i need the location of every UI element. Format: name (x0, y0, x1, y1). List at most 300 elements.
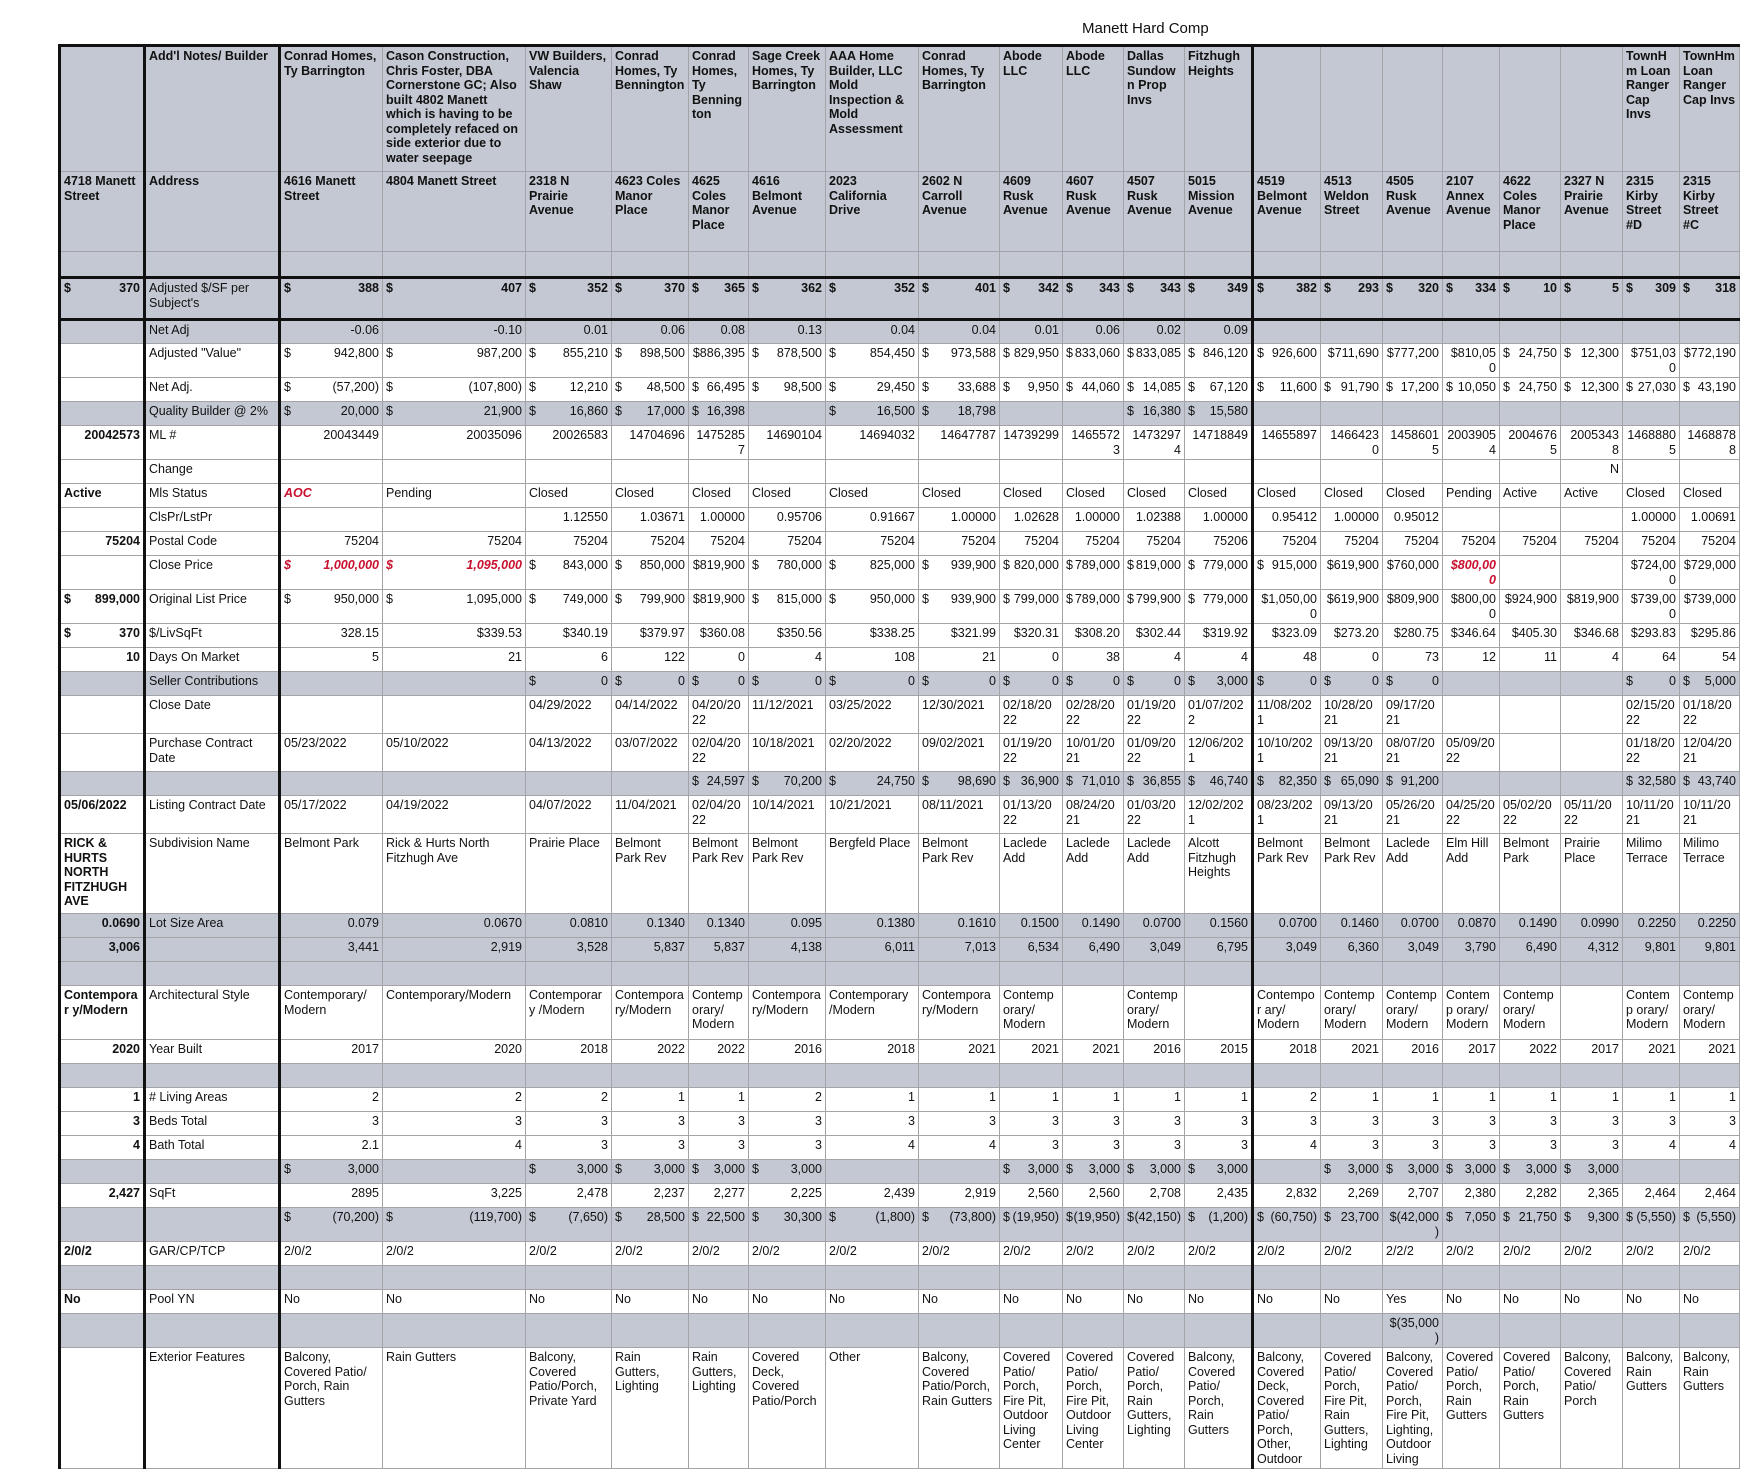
comp-cell[interactable] (526, 252, 612, 278)
comp-cell[interactable]: 3 (612, 1112, 689, 1136)
comp-cell[interactable]: 0.95412 (1253, 508, 1321, 532)
comp-cell[interactable]: 0.1380 (826, 914, 919, 938)
comp-cell[interactable]: 4 (749, 648, 826, 672)
row-label[interactable]: Purchase Contract Date (145, 734, 280, 772)
comp-cell[interactable]: 09/13/20 21 (1321, 734, 1383, 772)
comp-cell[interactable]: 1.02388 (1124, 508, 1185, 532)
subject-cell[interactable]: Active (60, 484, 145, 508)
comp-cell[interactable]: 4625 Coles Manor Place (689, 172, 749, 252)
comp-cell[interactable]: 1 (1124, 1088, 1185, 1112)
comp-cell[interactable] (1185, 556, 1253, 590)
comp-cell[interactable] (749, 1160, 826, 1184)
comp-cell[interactable] (749, 962, 826, 986)
comp-cell[interactable] (612, 962, 689, 986)
comp-cell[interactable] (1623, 460, 1680, 484)
comp-cell[interactable]: 2017 (1443, 1040, 1500, 1064)
comp-cell[interactable]: TownHm Loan Ranger Cap Invs (1623, 46, 1680, 172)
comp-cell[interactable] (280, 460, 383, 484)
comp-cell[interactable] (280, 696, 383, 734)
comp-cell[interactable]: $819,900 (689, 590, 749, 624)
comp-cell[interactable] (1561, 320, 1623, 344)
comp-cell[interactable]: Belmont Park Rev (612, 834, 689, 914)
comp-cell[interactable] (1443, 320, 1500, 344)
row-label[interactable] (145, 962, 280, 986)
comp-cell[interactable] (749, 460, 826, 484)
comp-cell[interactable] (1253, 46, 1321, 172)
comp-cell[interactable]: 05/26/20 21 (1383, 796, 1443, 834)
comp-cell[interactable] (612, 402, 689, 426)
comp-cell[interactable]: 6 (526, 648, 612, 672)
comp-cell[interactable] (383, 1266, 526, 1290)
comp-cell[interactable]: 11 (1500, 648, 1561, 672)
comp-cell[interactable]: 2,380 (1443, 1184, 1500, 1208)
row-label[interactable]: Postal Code (145, 532, 280, 556)
subject-cell[interactable]: Contemporar y/Modern (60, 986, 145, 1040)
comp-cell[interactable] (1321, 1208, 1383, 1242)
comp-cell[interactable] (1443, 1064, 1500, 1088)
comp-cell[interactable] (1443, 696, 1500, 734)
comp-cell[interactable] (1185, 378, 1253, 402)
comp-cell[interactable] (1443, 378, 1500, 402)
comp-cell[interactable]: Contemporary /Modern (526, 986, 612, 1040)
comp-cell[interactable]: 2315 Kirby Street #D (1623, 172, 1680, 252)
comp-cell[interactable]: 21 (383, 648, 526, 672)
comp-cell[interactable]: Dallas Sundown Prop Invs (1124, 46, 1185, 172)
comp-cell[interactable]: 20039054 (1443, 426, 1500, 460)
comp-cell[interactable]: 02/20/2022 (826, 734, 919, 772)
comp-cell[interactable]: 14690104 (749, 426, 826, 460)
comp-cell[interactable]: 75204 (1680, 532, 1740, 556)
comp-cell[interactable]: No (689, 1290, 749, 1314)
comp-cell[interactable] (526, 962, 612, 986)
comp-cell[interactable]: Yes (1383, 1290, 1443, 1314)
comp-cell[interactable]: 4 (1680, 1136, 1740, 1160)
comp-cell[interactable] (1253, 320, 1321, 344)
comp-cell[interactable]: 1 (612, 1088, 689, 1112)
comp-cell[interactable] (689, 460, 749, 484)
comp-cell[interactable]: Covered Patio/ Porch, Fire Pit, Rain Gutters, Lighting (1321, 1348, 1383, 1469)
comp-cell[interactable] (383, 962, 526, 986)
comp-cell[interactable] (1185, 986, 1253, 1040)
comp-cell[interactable]: 3 (1443, 1112, 1500, 1136)
subject-cell[interactable] (60, 1064, 145, 1088)
comp-cell[interactable]: 75204 (1124, 532, 1185, 556)
comp-cell[interactable]: 75204 (1063, 532, 1124, 556)
comp-cell[interactable]: 4 (1185, 648, 1253, 672)
comp-cell[interactable]: 9,801 (1680, 938, 1740, 962)
comp-cell[interactable] (1063, 1266, 1124, 1290)
comp-cell[interactable]: Belmont Park Rev (1321, 834, 1383, 914)
comp-cell[interactable]: 75204 (1000, 532, 1063, 556)
comp-cell[interactable] (1680, 252, 1740, 278)
comp-cell[interactable]: 3 (1321, 1112, 1383, 1136)
comp-cell[interactable] (1500, 1064, 1561, 1088)
comp-cell[interactable] (1185, 1266, 1253, 1290)
comp-cell[interactable] (280, 590, 383, 624)
comp-cell[interactable] (1680, 672, 1740, 696)
comp-cell[interactable]: Closed (526, 484, 612, 508)
row-label[interactable]: Exterior Features (145, 1348, 280, 1469)
comp-cell[interactable]: 2/0/2 (1253, 1242, 1321, 1266)
subject-cell[interactable] (60, 320, 145, 344)
comp-cell[interactable]: 6,795 (1185, 938, 1253, 962)
comp-cell[interactable] (1680, 378, 1740, 402)
comp-cell[interactable]: Belmont Park (1500, 834, 1561, 914)
comp-cell[interactable] (1383, 252, 1443, 278)
row-label[interactable]: ML # (145, 426, 280, 460)
comp-cell[interactable] (1680, 1064, 1740, 1088)
comp-cell[interactable]: Laclede Add (1383, 834, 1443, 914)
comp-cell[interactable]: 4 (1561, 648, 1623, 672)
comp-cell[interactable] (1185, 1064, 1253, 1088)
comp-cell[interactable] (1124, 378, 1185, 402)
row-label[interactable]: Change (145, 460, 280, 484)
comp-cell[interactable]: Pending (383, 484, 526, 508)
comp-cell[interactable]: 1.00000 (1623, 508, 1680, 532)
row-label[interactable]: Net Adj (145, 320, 280, 344)
comp-cell[interactable]: 2020 (383, 1040, 526, 1064)
comp-cell[interactable] (280, 1064, 383, 1088)
comp-cell[interactable]: 48 (1253, 648, 1321, 672)
comp-cell[interactable] (1185, 962, 1253, 986)
comp-cell[interactable] (1124, 344, 1185, 378)
subject-cell[interactable]: 4718 Manett Street (60, 172, 145, 252)
comp-cell[interactable] (1000, 1064, 1063, 1088)
comp-cell[interactable]: 0.04 (919, 320, 1000, 344)
row-label[interactable]: Adjusted $/SF per Subject's (145, 278, 280, 320)
comp-cell[interactable]: 2021 (1000, 1040, 1063, 1064)
comp-cell[interactable] (1500, 278, 1561, 320)
comp-cell[interactable]: Closed (1000, 484, 1063, 508)
row-label[interactable]: Adjusted "Value" (145, 344, 280, 378)
row-label[interactable] (145, 1314, 280, 1348)
comp-cell[interactable] (383, 556, 526, 590)
comp-cell[interactable] (526, 590, 612, 624)
comp-cell[interactable]: 2/0/2 (383, 1242, 526, 1266)
comp-cell[interactable]: $1,050,000 (1253, 590, 1321, 624)
comp-cell[interactable]: Closed (612, 484, 689, 508)
comp-cell[interactable]: No (1443, 1290, 1500, 1314)
comp-cell[interactable] (749, 252, 826, 278)
comp-cell[interactable]: 0.95012 (1383, 508, 1443, 532)
comp-cell[interactable]: 1.00000 (1185, 508, 1253, 532)
comp-cell[interactable]: 2,269 (1321, 1184, 1383, 1208)
comp-cell[interactable]: Closed (1124, 484, 1185, 508)
comp-cell[interactable]: 0.04 (826, 320, 919, 344)
comp-cell[interactable]: 3 (826, 1112, 919, 1136)
comp-cell[interactable]: 0.1460 (1321, 914, 1383, 938)
comp-cell[interactable] (280, 556, 383, 590)
comp-cell[interactable]: 04/07/2022 (526, 796, 612, 834)
comp-cell[interactable]: Closed (1063, 484, 1124, 508)
comp-cell[interactable]: 3 (1561, 1136, 1623, 1160)
comp-cell[interactable]: 6,490 (1063, 938, 1124, 962)
comp-cell[interactable]: 05/09/20 22 (1443, 734, 1500, 772)
comp-cell[interactable]: 2021 (919, 1040, 1000, 1064)
comp-cell[interactable]: $350.56 (749, 624, 826, 648)
comp-cell[interactable]: 3 (1185, 1112, 1253, 1136)
row-label[interactable]: Days On Market (145, 648, 280, 672)
comp-cell[interactable] (1500, 1314, 1561, 1348)
comp-cell[interactable] (1443, 508, 1500, 532)
comp-cell[interactable]: 0.01 (1000, 320, 1063, 344)
comp-cell[interactable]: 14732974 (1124, 426, 1185, 460)
comp-cell[interactable]: Active (1561, 484, 1623, 508)
comp-cell[interactable]: 2018 (526, 1040, 612, 1064)
comp-cell[interactable]: 20026583 (526, 426, 612, 460)
comp-cell[interactable]: 0.1490 (1063, 914, 1124, 938)
comp-cell[interactable] (1063, 672, 1124, 696)
comp-cell[interactable]: 75204 (1321, 532, 1383, 556)
row-label[interactable]: Add'l Notes/ Builder (145, 46, 280, 172)
comp-cell[interactable] (919, 1064, 1000, 1088)
comp-cell[interactable]: 2/0/2 (1623, 1242, 1680, 1266)
comp-cell[interactable]: 328.15 (280, 624, 383, 648)
comp-cell[interactable] (1561, 962, 1623, 986)
comp-cell[interactable]: 14664230 (1321, 426, 1383, 460)
row-label[interactable]: Quality Builder @ 2% (145, 402, 280, 426)
comp-cell[interactable]: 2/0/2 (1443, 1242, 1500, 1266)
comp-cell[interactable]: 0.0990 (1561, 914, 1623, 938)
comp-cell[interactable]: 2,560 (1063, 1184, 1124, 1208)
comp-cell[interactable]: Belmont Park Rev (749, 834, 826, 914)
comp-cell[interactable]: Contemporary/ Modern (280, 986, 383, 1040)
comp-cell[interactable]: VW Builders, Valencia Shaw (526, 46, 612, 172)
comp-cell[interactable]: 0.0870 (1443, 914, 1500, 938)
comp-cell[interactable] (919, 962, 1000, 986)
comp-cell[interactable]: Belmont Park Rev (1253, 834, 1321, 914)
comp-cell[interactable] (1623, 1064, 1680, 1088)
comp-cell[interactable]: 2/0/2 (749, 1242, 826, 1266)
comp-cell[interactable]: 10/10/2021 (1253, 734, 1321, 772)
subject-cell[interactable] (60, 1314, 145, 1348)
comp-cell[interactable]: 08/23/2021 (1253, 796, 1321, 834)
comp-cell[interactable] (526, 772, 612, 796)
comp-cell[interactable]: 3 (1000, 1112, 1063, 1136)
comp-cell[interactable] (1561, 1266, 1623, 1290)
comp-cell[interactable]: 04/19/2022 (383, 796, 526, 834)
comp-cell[interactable] (689, 278, 749, 320)
comp-cell[interactable]: 0.06 (1063, 320, 1124, 344)
comp-cell[interactable] (1000, 378, 1063, 402)
row-label[interactable] (145, 772, 280, 796)
comp-cell[interactable]: 1 (826, 1088, 919, 1112)
comp-cell[interactable]: 01/13/20 22 (1000, 796, 1063, 834)
comp-cell[interactable] (1185, 278, 1253, 320)
comp-cell[interactable]: 3 (1063, 1136, 1124, 1160)
comp-cell[interactable] (749, 672, 826, 696)
comp-cell[interactable]: 2,237 (612, 1184, 689, 1208)
comp-cell[interactable]: 01/19/20 22 (1124, 696, 1185, 734)
subject-cell[interactable]: 10 (60, 648, 145, 672)
comp-cell[interactable]: 75206 (1185, 532, 1253, 556)
comp-cell[interactable]: Contempora ry/Modern (919, 986, 1000, 1040)
comp-cell[interactable]: 4507 Rusk Avenue (1124, 172, 1185, 252)
subject-cell[interactable]: 0.0690 (60, 914, 145, 938)
comp-cell[interactable]: 2021 (1063, 1040, 1124, 1064)
comp-cell[interactable] (1185, 252, 1253, 278)
comp-cell[interactable]: 2016 (1383, 1040, 1443, 1064)
comp-cell[interactable] (1253, 772, 1321, 796)
subject-cell[interactable] (60, 672, 145, 696)
comp-cell[interactable] (1443, 278, 1500, 320)
comp-cell[interactable] (749, 1064, 826, 1088)
comp-cell[interactable] (1000, 1314, 1063, 1348)
comp-cell[interactable]: 75204 (1253, 532, 1321, 556)
comp-cell[interactable]: 75204 (749, 532, 826, 556)
comp-cell[interactable] (383, 460, 526, 484)
comp-cell[interactable] (383, 1064, 526, 1088)
comp-cell[interactable]: Rain Gutters, Lighting (612, 1348, 689, 1469)
comp-cell[interactable]: Closed (1321, 484, 1383, 508)
comp-cell[interactable] (1680, 772, 1740, 796)
comp-cell[interactable]: 02/18/20 22 (1000, 696, 1063, 734)
comp-cell[interactable]: Bergfeld Place (826, 834, 919, 914)
comp-cell[interactable]: 3,049 (1124, 938, 1185, 962)
comp-cell[interactable] (1443, 1208, 1500, 1242)
comp-cell[interactable]: 5,837 (689, 938, 749, 962)
row-label[interactable]: Beds Total (145, 1112, 280, 1136)
comp-cell[interactable] (1063, 1160, 1124, 1184)
comp-cell[interactable] (1680, 962, 1740, 986)
comp-cell[interactable]: Closed (1185, 484, 1253, 508)
comp-cell[interactable]: $338.25 (826, 624, 919, 648)
subject-cell[interactable] (60, 508, 145, 532)
comp-cell[interactable] (1063, 590, 1124, 624)
comp-cell[interactable] (919, 772, 1000, 796)
comp-cell[interactable] (1185, 772, 1253, 796)
comp-cell[interactable]: AAA Home Builder, LLC Mold Inspection & Mold Assessment (826, 46, 919, 172)
comp-cell[interactable] (1253, 1208, 1321, 1242)
comp-cell[interactable] (1124, 672, 1185, 696)
comp-cell[interactable]: 1.00000 (689, 508, 749, 532)
comp-cell[interactable]: 3 (1500, 1136, 1561, 1160)
comp-cell[interactable]: 9,801 (1623, 938, 1680, 962)
comp-cell[interactable] (526, 278, 612, 320)
comp-cell[interactable]: Closed (919, 484, 1000, 508)
comp-cell[interactable]: 1 (1680, 1088, 1740, 1112)
comp-cell[interactable] (689, 1314, 749, 1348)
comp-cell[interactable] (919, 1160, 1000, 1184)
comp-cell[interactable]: 20046765 (1500, 426, 1561, 460)
comp-cell[interactable]: 04/20/20 22 (689, 696, 749, 734)
comp-cell[interactable]: 3 (1321, 1136, 1383, 1160)
comp-cell[interactable] (1185, 344, 1253, 378)
comp-cell[interactable]: Closed (749, 484, 826, 508)
comp-cell[interactable]: 09/17/20 21 (1383, 696, 1443, 734)
comp-cell[interactable]: 2,225 (749, 1184, 826, 1208)
comp-cell[interactable]: No (1623, 1290, 1680, 1314)
comp-cell[interactable]: 75204 (1500, 532, 1561, 556)
subject-cell[interactable] (60, 1160, 145, 1184)
comp-cell[interactable] (612, 772, 689, 796)
comp-cell[interactable] (1561, 402, 1623, 426)
comp-cell[interactable]: 2 (526, 1088, 612, 1112)
comp-cell[interactable] (280, 278, 383, 320)
comp-cell[interactable] (526, 402, 612, 426)
comp-cell[interactable] (919, 1314, 1000, 1348)
comp-cell[interactable] (826, 1064, 919, 1088)
comp-cell[interactable]: 0.1500 (1000, 914, 1063, 938)
comp-cell[interactable] (1321, 378, 1383, 402)
comp-cell[interactable]: No (383, 1290, 526, 1314)
comp-cell[interactable]: 09/13/20 21 (1321, 796, 1383, 834)
comp-cell[interactable]: 4623 Coles Manor Place (612, 172, 689, 252)
comp-cell[interactable]: 1 (1383, 1088, 1443, 1112)
comp-cell[interactable] (1383, 1266, 1443, 1290)
comp-cell[interactable]: -0.06 (280, 320, 383, 344)
comp-cell[interactable] (1124, 772, 1185, 796)
comp-cell[interactable]: Prairie Place (526, 834, 612, 914)
comp-cell[interactable] (1680, 320, 1740, 344)
comp-cell[interactable] (1383, 962, 1443, 986)
comp-cell[interactable] (1321, 1314, 1383, 1348)
comp-cell[interactable] (749, 344, 826, 378)
comp-cell[interactable]: 3 (1063, 1112, 1124, 1136)
subject-cell[interactable] (60, 1208, 145, 1242)
comp-cell[interactable]: 3 (612, 1136, 689, 1160)
subject-cell[interactable]: 3 (60, 1112, 145, 1136)
comp-cell[interactable]: Balcony, Covered Patio/ Porch (1561, 1348, 1623, 1469)
comp-cell[interactable]: 0.0700 (1383, 914, 1443, 938)
comp-cell[interactable] (1321, 460, 1383, 484)
comp-cell[interactable]: 1.00000 (1063, 508, 1124, 532)
comp-cell[interactable] (1623, 1160, 1680, 1184)
comp-cell[interactable] (1124, 460, 1185, 484)
comp-cell[interactable]: Belmont Park (280, 834, 383, 914)
comp-cell[interactable]: 3 (1000, 1136, 1063, 1160)
comp-cell[interactable]: $819,900 (1561, 590, 1623, 624)
comp-cell[interactable]: $(35,000) (1383, 1314, 1443, 1348)
comp-cell[interactable]: 2/0/2 (526, 1242, 612, 1266)
subject-cell[interactable]: 20042573 (60, 426, 145, 460)
comp-cell[interactable]: 2022 (1500, 1040, 1561, 1064)
comp-cell[interactable] (612, 460, 689, 484)
comp-cell[interactable] (383, 278, 526, 320)
comp-cell[interactable]: 4 (919, 1136, 1000, 1160)
comp-cell[interactable]: 64 (1623, 648, 1680, 672)
comp-cell[interactable]: 3 (1383, 1112, 1443, 1136)
comp-cell[interactable]: 2017 (1561, 1040, 1623, 1064)
comp-cell[interactable] (1561, 344, 1623, 378)
comp-cell[interactable]: 4622 Coles Manor Place (1500, 172, 1561, 252)
comp-cell[interactable] (1561, 672, 1623, 696)
comp-cell[interactable] (1623, 672, 1680, 696)
comp-cell[interactable] (1321, 320, 1383, 344)
comp-cell[interactable] (749, 590, 826, 624)
comp-cell[interactable] (1321, 1266, 1383, 1290)
comp-cell[interactable]: $739,000 (1680, 590, 1740, 624)
comp-cell[interactable] (919, 1266, 1000, 1290)
comp-cell[interactable] (1124, 1064, 1185, 1088)
comp-cell[interactable] (383, 672, 526, 696)
subject-cell[interactable] (60, 278, 145, 320)
comp-cell[interactable]: Milimo Terrace (1623, 834, 1680, 914)
comp-cell[interactable] (919, 590, 1000, 624)
comp-cell[interactable]: 14739299 (1000, 426, 1063, 460)
comp-cell[interactable]: 1.12550 (526, 508, 612, 532)
comp-cell[interactable]: 08/24/20 21 (1063, 796, 1124, 834)
comp-cell[interactable]: 0.95706 (749, 508, 826, 532)
comp-cell[interactable]: 04/14/2022 (612, 696, 689, 734)
subject-cell[interactable]: 05/06/2022 (60, 796, 145, 834)
comp-cell[interactable]: $810,050 (1443, 344, 1500, 378)
subject-cell[interactable]: 2/0/2 (60, 1242, 145, 1266)
comp-cell[interactable]: 2,439 (826, 1184, 919, 1208)
comp-cell[interactable]: $319.92 (1185, 624, 1253, 648)
comp-cell[interactable] (1500, 252, 1561, 278)
comp-cell[interactable]: 10/14/2021 (749, 796, 826, 834)
